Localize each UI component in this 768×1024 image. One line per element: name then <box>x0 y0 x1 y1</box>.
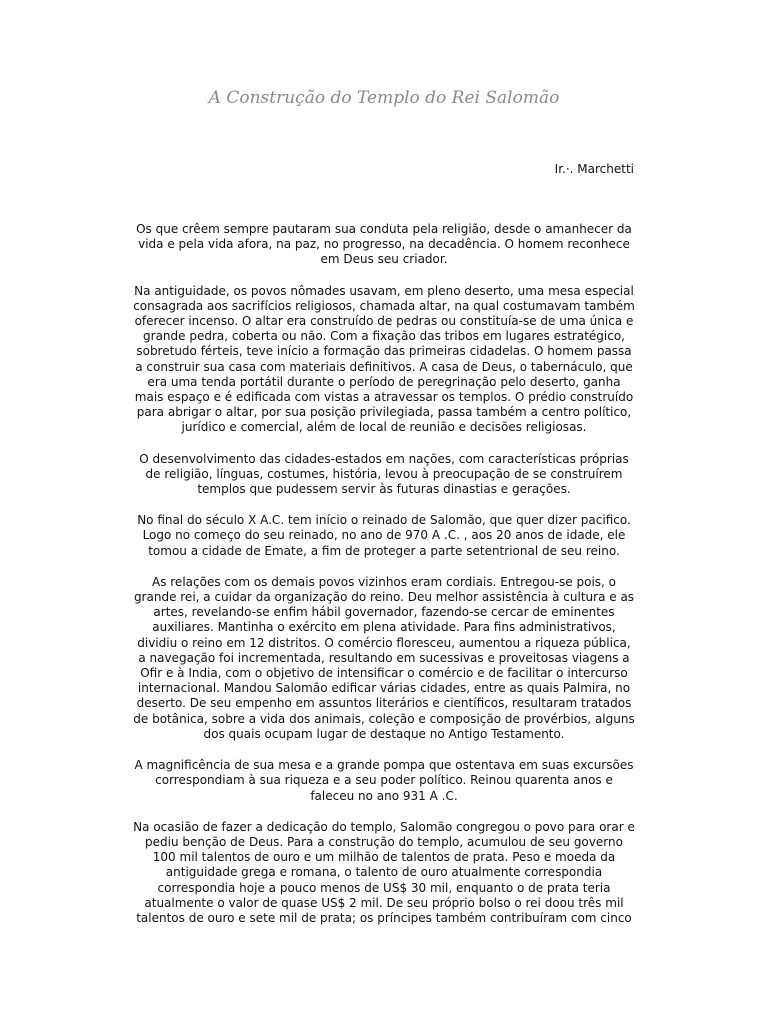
document-body <box>132 222 636 942</box>
document-title: A Construção do Templo do Rei Salomão <box>208 88 560 108</box>
paragraph-3: O desenvolvimento das cidades-estados em nações, com características próprias de religião, línguas, costumes, história, levou à preocupação de se construírem templos que pudessem servir às futuras dinastias e gerações. <box>139 451 629 497</box>
paragraph-5: As relações com os demais povos vizinhos eram cordiais. Entregou-se pois, o grande rei, a cuidar da organização do reino. Deu melhor assistência à cultura e as artes, revelando-se enfim hábil governador, fazendo-se cercar de eminentes auxiliares. Mantinha o exército em plena atividade. Para fins administrativos, dividiu o reino em 12 distritos. O comércio floresceu, aumentou a riqueza pública, a navegação foi incrementada, resultando em sucessivas e proveitosas viagens a Ofir e à India, com o objetivo de intensificar o comércio e de facilitar o intercurso internacional. Mandou Salomão edificar várias cidades, entre as quais Palmira, no deserto. De seu empenho em assuntos literários e científicos, resultaram tratados de botânica, sobre a vida dos animais, coleção e composição de provérbios, alguns dos quais ocupam lugar de destaque no Antigo Testamento. <box>133 574 635 741</box>
author-name: Ir.·. Marchetti <box>554 162 634 176</box>
paragraph-1: Os que crêem sempre pautaram sua conduta pela religião, desde o amanhecer da vida e pela vida afora, na paz, no progresso, na decadência. O homem reconhece em Deus seu criador. <box>136 222 632 267</box>
paragraph-6: A magnificência de sua mesa e a grande pompa que ostentava em suas excursões correspondiam à sua riqueza e a seu poder político. Reinou quarenta anos e faleceu no ano 931 A .C. <box>134 758 634 803</box>
paragraph-7: Na ocasião de fazer a dedicação do templo, Salomão congregou o povo para orar e pediu benção de Deus. Para a construção do templo, acumulou de seu governo 100 mil talentos de ouro e um milhão de talentos de prata. Peso e moeda da antiguidade grega e romana, o talento de ouro atualmente correspondia correspondia hoje a pouco menos de US$ 30 mil, enquanto o de prata teria atualmente o valor de quase US$ 2 mil. De seu próprio bolso o rei doou três mil talentos de ouro e sete mil de prata; os príncipes também contribuíram com cinco <box>133 819 635 925</box>
paragraph-2: Na antiguidade, os povos nômades usavam, em pleno deserto, uma mesa especial consagrada aos sacrifícios religiosos, chamada altar, na qual costumavam também oferecer incenso. O altar era construído de pedras ou constituía-se de uma única e grande pedra, coberta ou não. Com a fixação das tribos em lugares estratégico, sobretudo férteis, teve início a formação das primeiras cidadelas. O homem passa a construir sua casa com materiais definitivos. A casa de Deus, o tabernáculo, que era uma tenda portátil durante o período de peregrinação pelo deserto, ganha mais espaço e é edificada com vistas a atravessar os templos. O prédio construído para abrigar o altar, por sua posição privilegiada, passa também a centro político, jurídico e comercial, além de local de reunião e decisões religiosas. <box>133 283 635 435</box>
paragraph-4: No final do século X A.C. tem início o reinado de Salomão, que quer dizer pacifico. Logo no começo do seu reinado, no ano de 970 A .C. , aos 20 anos de idade, ele tomou a cidade de Emate, a fim de proteger a parte setentrional de seu reino. <box>137 513 631 558</box>
